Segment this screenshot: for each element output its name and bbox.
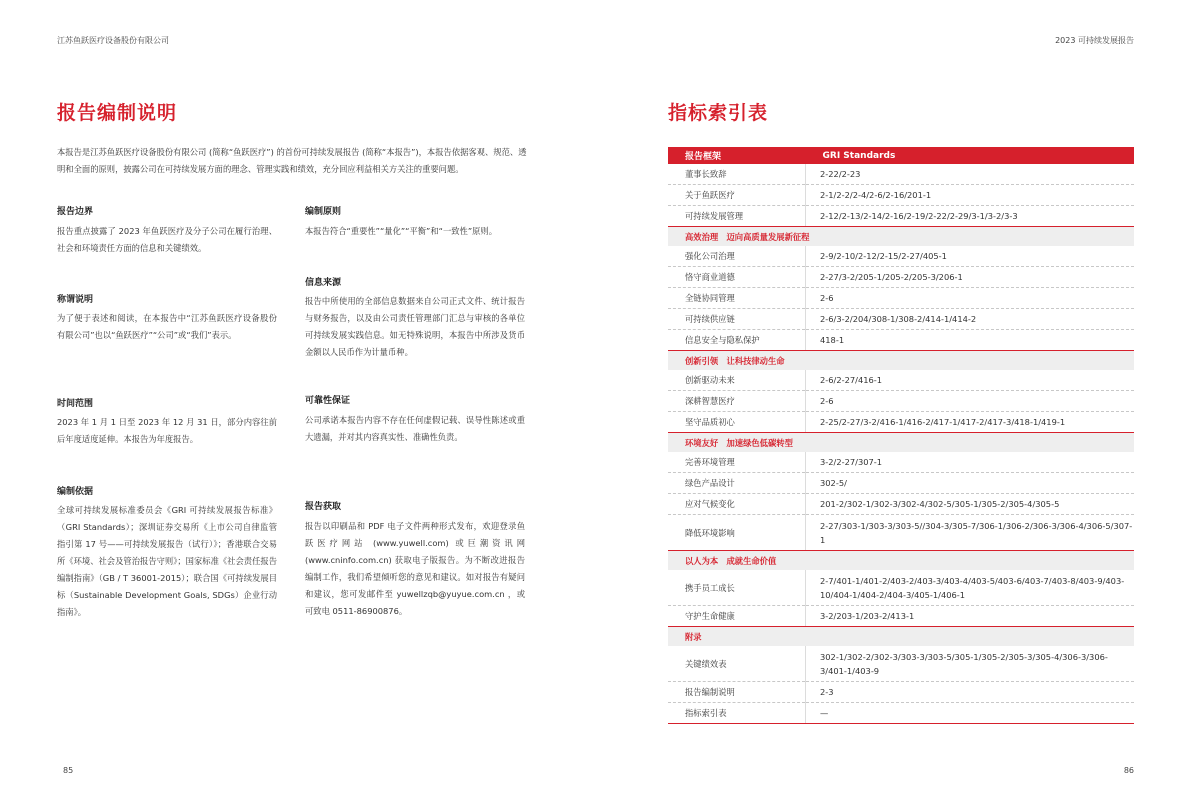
table-cell-gri: 2-27/3-2/205-1/205-2/205-3/206-1 — [806, 267, 1135, 288]
table-cell-section: 坚守品质初心 — [668, 412, 806, 433]
header-report-title: 2023 可持续发展报告 — [1055, 36, 1134, 45]
table-category-label: 创新引领 让科技律动生命 — [668, 351, 1134, 371]
table-row — [668, 267, 1134, 288]
table-row — [668, 646, 1134, 682]
table-row — [668, 606, 1134, 627]
left-page-title: 报告编制说明 — [57, 102, 178, 124]
table-header-framework: 报告框架 — [668, 147, 806, 164]
table-cell-gri: 3-2/203-1/203-2/413-1 — [806, 606, 1135, 627]
header-company: 江苏鱼跃医疗设备股份有限公司 — [57, 36, 169, 45]
intro-paragraph: 本报告是江苏鱼跃医疗设备股份有限公司 (简称“鱼跃医疗”) 的首份可持续发展报告 (简称“本报告”)，本报告依据客观、规范、透明和全面的原则，披露公司在可持续发展方面的理念、管理实践和绩效，充分回应利益相关方关注的重要问题。 — [57, 147, 527, 174]
table-cell-gri: 2-27/303-1/303-3/303-5//304-3/305-7/306-1/306-2/306-3/306-4/306-5/307-1 — [806, 515, 1135, 551]
table-row — [668, 206, 1134, 227]
table-cell-gri: 302-1/302-2/302-3/303-3/303-5/305-1/305-2/305-3/305-4/306-3/306-3/401-1/403-9 — [806, 646, 1135, 682]
section-body-reliability: 公司承诺本报告内容不存在任何虚假记载、误导性陈述或重大遗漏，并对其内容真实性、准确性负责。 — [305, 415, 525, 442]
section-heading-boundary: 报告边界 — [57, 207, 94, 217]
table-row — [668, 494, 1134, 515]
table-category-row — [668, 227, 1134, 247]
table-row — [668, 288, 1134, 309]
table-cell-gri: 2-6/3-2/204/308-1/308-2/414-1/414-2 — [806, 309, 1135, 330]
table-category-label: 附录 — [668, 627, 1134, 647]
table-cell-section: 守护生命健康 — [668, 606, 806, 627]
table-row — [668, 370, 1134, 391]
table-cell-gri: 2-6/2-27/416-1 — [806, 370, 1135, 391]
table-row — [668, 570, 1134, 606]
section-body-terms: 为了便于表述和阅读，在本报告中“江苏鱼跃医疗设备股份有限公司”也以“鱼跃医疗”“公司”或“我们”表示。 — [57, 313, 277, 340]
table-cell-gri: 2-25/2-27/3-2/416-1/416-2/417-1/417-2/417-3/418-1/419-1 — [806, 412, 1135, 433]
table-category-row — [668, 433, 1134, 453]
table-row — [668, 682, 1134, 703]
table-cell-section: 关于鱼跃医疗 — [668, 185, 806, 206]
table-cell-section: 关键绩效表 — [668, 646, 806, 682]
table-cell-gri: 302-5/ — [806, 473, 1135, 494]
table-cell-section: 全链协同管理 — [668, 288, 806, 309]
section-heading-principles: 编制原则 — [305, 207, 342, 217]
section-body-boundary: 报告重点披露了 2023 年鱼跃医疗及分子公司在履行治理、社会和环境责任方面的信息和关键绩效。 — [57, 226, 277, 253]
table-row — [668, 185, 1134, 206]
table-row — [668, 164, 1134, 185]
section-heading-time: 时间范围 — [57, 399, 94, 409]
table-cell-section: 指标索引表 — [668, 703, 806, 724]
page-number-left: 85 — [63, 766, 74, 775]
table-cell-section: 可持续供应链 — [668, 309, 806, 330]
table-cell-section: 完善环境管理 — [668, 452, 806, 473]
section-body-time: 2023 年 1 月 1 日至 2023 年 12 月 31 日，部分内容往前后年度适度延伸。本报告为年度报告。 — [57, 417, 277, 444]
table-category-label: 以人为本 成就生命价值 — [668, 551, 1134, 571]
page-number-right: 86 — [1123, 766, 1134, 775]
table-category-row — [668, 351, 1134, 371]
table-row — [668, 452, 1134, 473]
table-cell-section: 深耕智慧医疗 — [668, 391, 806, 412]
table-category-row — [668, 627, 1134, 647]
table-row — [668, 309, 1134, 330]
table-cell-gri: 201-2/302-1/302-3/302-4/302-5/305-1/305-2/305-4/305-5 — [806, 494, 1135, 515]
table-cell-section: 降低环境影响 — [668, 515, 806, 551]
table-cell-gri: 3-2/2-27/307-1 — [806, 452, 1135, 473]
right-page-title: 指标索引表 — [668, 102, 769, 124]
table-cell-gri: — — [806, 703, 1135, 724]
table-cell-gri: 2-3 — [806, 682, 1135, 703]
section-body-access: 报告以印刷品和 PDF 电子文件两种形式发布，欢迎登录鱼跃医疗网站 (www.yuwell.com) 或巨潮资讯网 (www.cninfo.com.cn) 获取电子版报告。为不断改进报告编制工作，我们希望倾听您的意见和建议。如对报告有疑问和建议，您可发邮件至 yuwellzqb@yuyue.com.cn ，或可致电 0511-86900876。 — [305, 521, 525, 616]
table-cell-gri: 2-7/401-1/401-2/403-2/403-3/403-4/403-5/403-6/403-7/403-8/403-9/403-10/404-1/404-2/404-3/405-1/406-1 — [806, 570, 1135, 606]
table-row — [668, 515, 1134, 551]
table-cell-section: 强化公司治理 — [668, 246, 806, 267]
section-heading-sources: 信息来源 — [305, 278, 342, 288]
table-cell-section: 恪守商业道德 — [668, 267, 806, 288]
table-category-row — [668, 551, 1134, 571]
table-cell-section: 绿色产品设计 — [668, 473, 806, 494]
table-category-label: 环境友好 加速绿色低碳转型 — [668, 433, 1134, 453]
table-category-label: 高效治理 迈向高质量发展新征程 — [668, 227, 1134, 247]
table-cell-section: 董事长致辞 — [668, 164, 806, 185]
section-heading-basis: 编制依据 — [57, 487, 94, 497]
table-cell-gri: 2-1/2-2/2-4/2-6/2-16/201-1 — [806, 185, 1135, 206]
table-cell-gri: 2-9/2-10/2-12/2-15/2-27/405-1 — [806, 246, 1135, 267]
table-cell-section: 报告编制说明 — [668, 682, 806, 703]
table-cell-section: 可持续发展管理 — [668, 206, 806, 227]
table-cell-gri: 418-1 — [806, 330, 1135, 351]
table-header-row — [668, 147, 1134, 164]
table-row — [668, 246, 1134, 267]
table-cell-section: 携手员工成长 — [668, 570, 806, 606]
section-heading-terms: 称谓说明 — [57, 295, 94, 305]
table-cell-gri: 2-22/2-23 — [806, 164, 1135, 185]
gri-index-table — [668, 147, 1134, 724]
section-heading-reliability: 可靠性保证 — [305, 396, 351, 406]
table-row — [668, 330, 1134, 351]
table-cell-gri: 2-6 — [806, 288, 1135, 309]
table-cell-gri: 2-12/2-13/2-14/2-16/2-19/2-22/2-29/3-1/3-2/3-3 — [806, 206, 1135, 227]
section-body-principles: 本报告符合“重要性”“量化”“平衡”和“一致性”原则。 — [305, 226, 498, 236]
table-cell-section: 应对气候变化 — [668, 494, 806, 515]
section-heading-access: 报告获取 — [305, 502, 342, 512]
table-cell-section: 创新驱动未来 — [668, 370, 806, 391]
section-body-sources: 报告中所使用的全部信息数据来自公司正式文件、统计报告与财务报告，以及由公司责任管理部门汇总与审核的各单位可持续发展实践信息。如无特殊说明，本报告中所涉及货币金额以人民币作为计量币种。 — [305, 296, 525, 357]
table-cell-section: 信息安全与隐私保护 — [668, 330, 806, 351]
table-row — [668, 391, 1134, 412]
section-body-basis: 全球可持续发展标准委员会《GRI 可持续发展报告标准》（GRI Standards）；深圳证券交易所《上市公司自律监管指引第 17 号——可持续发展报告（试行）》；香港联合交易所《环境、社会及管治报告守则》；国家标准《社会责任报告编制指南》（GB / T 36001-2015）；联合国《可持续发展目标（Sustainable Development Goals, SDGs）企业行动指南》。 — [57, 505, 277, 617]
table-cell-gri: 2-6 — [806, 391, 1135, 412]
table-row — [668, 412, 1134, 433]
table-row — [668, 473, 1134, 494]
table-row — [668, 703, 1134, 724]
table-header-gri: GRI Standards — [806, 147, 1135, 164]
